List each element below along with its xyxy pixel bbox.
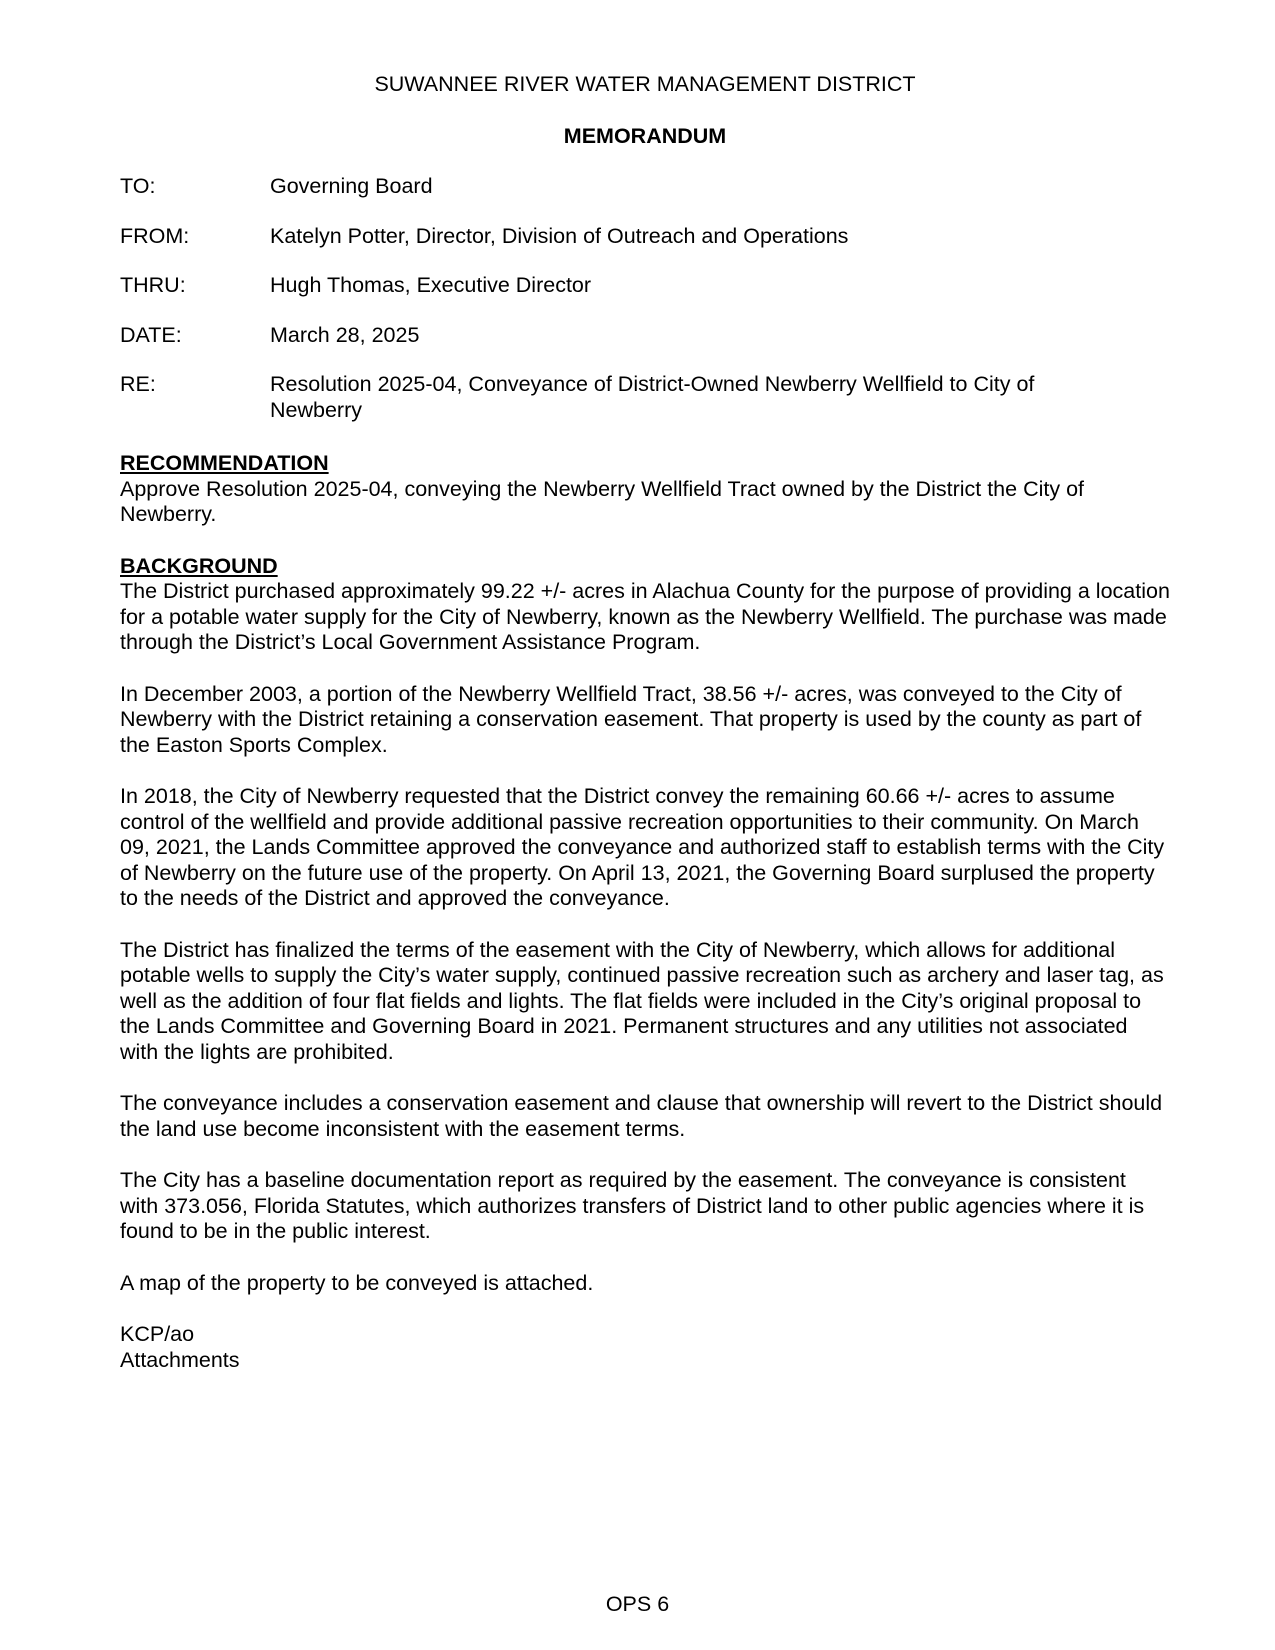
memo-field-value: Resolution 2025-04, Conveyance of District-Owned Newberry Wellfield to City of Newberry <box>270 372 1035 422</box>
background-paragraph: In December 2003, a portion of the Newberry Wellfield Tract, 38.56 +/- acres, was conveyed to the City of Newberry with the District retaining a conservation easement. That property is used by the county as part of the Easton Sports Complex. <box>120 681 1142 757</box>
memo-field-label: FROM: <box>120 223 190 248</box>
background-body <box>120 579 1170 1296</box>
memo-field-thru <box>120 273 1170 299</box>
memo-field-value: Governing Board <box>270 174 433 198</box>
page-number: OPS 6 <box>605 1592 670 1616</box>
background-paragraph: The conveyance includes a conservation easement and clause that ownership will revert to the District should the land use become inconsistent with the easement terms. <box>120 1091 1163 1141</box>
organization-name: SUWANNEE RIVER WATER MANAGEMENT DISTRICT <box>374 72 916 96</box>
memo-field-value: Hugh Thomas, Executive Director <box>270 273 592 297</box>
memo-field-re <box>120 372 1170 423</box>
memo-field-label: DATE: <box>120 322 182 347</box>
background-paragraph: The District has finalized the terms of the easement with the City of Newberry, which allows for additional potable wells to supply the City’s water supply, continued passive recreation such as archery and laser tag, as well as the addition of four flat fields and lights. The flat fields were included in the City’s original proposal to the Lands Committee and Governing Board in 2021. Permanent structures and any utilities not associated with the lights are prohibited. <box>120 937 1164 1064</box>
attachments-label: Attachments <box>120 1347 240 1372</box>
background-paragraph: A map of the property to be conveyed is attached. <box>120 1270 594 1295</box>
recommendation-heading: RECOMMENDATION <box>120 451 329 475</box>
memo-page <box>120 72 1170 1373</box>
recommendation-text: Approve Resolution 2025-04, conveying the Newberry Wellfield Tract owned by the District the City of Newberry. <box>120 476 1084 526</box>
memo-header-fields <box>120 174 1170 423</box>
memo-title: MEMORANDUM <box>563 124 727 148</box>
memo-field-from <box>120 224 1170 250</box>
memo-field-date <box>120 323 1170 349</box>
background-heading: BACKGROUND <box>120 553 278 578</box>
memo-field-label: TO: <box>120 174 156 198</box>
memo-field-label: THRU: <box>120 273 186 297</box>
signature-block <box>120 1322 1170 1373</box>
background-paragraph: The City has a baseline documentation report as required by the easement. The conveyance is consistent with 373.056, Florida Statutes, which authorizes transfers of District land to other public agencies where it is found to be in the public interest. <box>120 1168 1145 1243</box>
author-initials: KCP/ao <box>120 1322 195 1346</box>
memo-field-value: March 28, 2025 <box>270 322 420 347</box>
memo-field-to <box>120 174 1170 200</box>
background-paragraph: The District purchased approximately 99.22 +/- acres in Alachua County for the purpose of providing a location for a potable water supply for the City of Newberry, known as the Newberry Wellfield. The purchase was made through the District’s Local Government Assistance Program. <box>120 579 1170 654</box>
background-paragraph: In 2018, the City of Newberry requested that the District convey the remaining 60.66 +/- acres to assume control of the wellfield and provide additional passive recreation opportunities to their community. On March 09, 2021, the Lands Committee approved the conveyance and authorized staff to establish terms with the City of Newberry on the future use of the property. On April 13, 2021, the Governing Board surplused the property to the needs of the District and approved the conveyance. <box>120 784 1165 910</box>
memo-field-label: RE: <box>120 372 156 396</box>
memo-field-value: Katelyn Potter, Director, Division of Outreach and Operations <box>270 223 849 248</box>
